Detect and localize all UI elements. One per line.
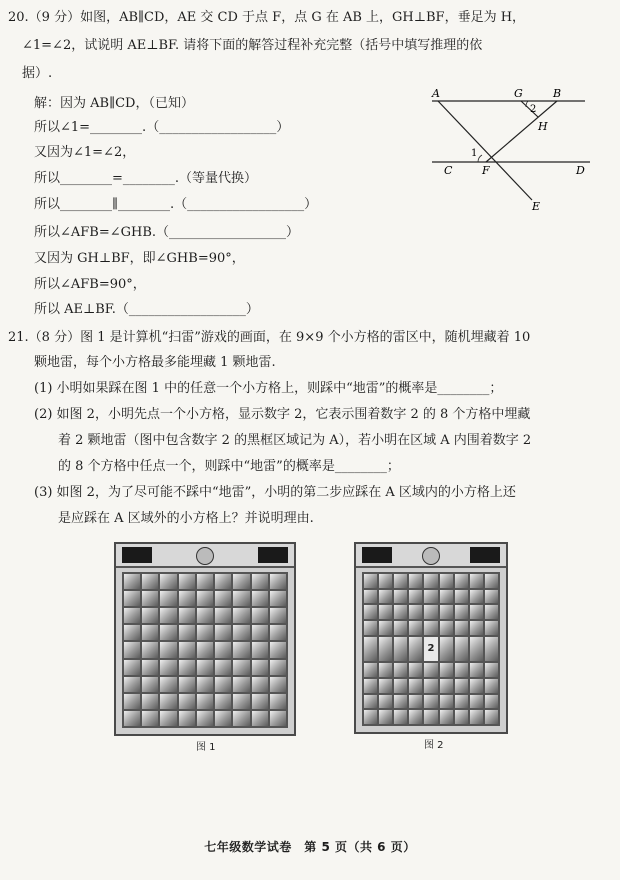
grid-cell: [124, 642, 140, 657]
grid-cell: [160, 711, 176, 726]
grid-cell: [160, 608, 176, 623]
grid-cell: [409, 663, 422, 677]
grid-cell: [124, 574, 140, 589]
label-g: G: [514, 87, 523, 100]
grid-cell: [270, 574, 286, 589]
grid-cell: [179, 694, 195, 709]
grid-cell: [379, 663, 392, 677]
grid-cell: [197, 642, 213, 657]
grid-cell: [394, 637, 407, 662]
q21-stem-line1: 21.（8 分）图 1 是计算机“扫雷”游戏的画面，在 9×9 个小方格的雷区中，随机埋藏着 10: [8, 330, 531, 345]
grid-cell: [364, 621, 377, 635]
q20-solution-line9: 所以 AE⊥BF.（__________________）: [34, 302, 259, 317]
grid-cell: [215, 591, 231, 606]
q20-solution-line8: 所以∠AFB=90°，: [34, 277, 146, 292]
grid-cell: [485, 590, 498, 604]
grid-cell: [394, 695, 407, 709]
grid-cell: [470, 679, 483, 693]
label-d: D: [576, 164, 585, 177]
board-header: [116, 544, 294, 568]
grid-cell: [233, 608, 249, 623]
grid-cell: [142, 711, 158, 726]
smiley-face-icon: [422, 547, 440, 565]
grid-cell: [215, 660, 231, 675]
grid-cell: [252, 591, 268, 606]
grid-cell: [394, 574, 407, 588]
grid-cell: [455, 605, 468, 619]
grid-cell: [424, 621, 437, 635]
label-1: 1: [471, 148, 478, 159]
grid-cell: [364, 695, 377, 709]
grid-cell: [455, 574, 468, 588]
grid-cell: [394, 679, 407, 693]
grid-cell: [160, 677, 176, 692]
mine-counter: [122, 547, 152, 563]
grid-cell: [142, 608, 158, 623]
grid-cell: [424, 605, 437, 619]
minefield-grid-2: [362, 572, 500, 726]
grid-cell: [197, 694, 213, 709]
grid-cell: [364, 679, 377, 693]
grid-cell: [485, 574, 498, 588]
grid-cell: [485, 679, 498, 693]
grid-cell: [364, 605, 377, 619]
mine-counter: [362, 547, 392, 563]
label-c: C: [444, 164, 453, 177]
grid-cell: [215, 625, 231, 640]
grid-cell: [142, 642, 158, 657]
grid-cell: [364, 710, 377, 724]
grid-cell: [215, 574, 231, 589]
grid-cell: [379, 605, 392, 619]
grid-cell: [124, 591, 140, 606]
grid-cell: [160, 574, 176, 589]
minesweeper-figure-2: [354, 542, 508, 734]
grid-cell: [379, 679, 392, 693]
grid-cell: [440, 590, 453, 604]
grid-cell: [233, 574, 249, 589]
grid-cell: [440, 663, 453, 677]
timer-counter: [470, 547, 500, 563]
grid-cell: [379, 590, 392, 604]
grid-cell: [470, 710, 483, 724]
line-ae: [438, 101, 532, 200]
grid-cell: [485, 710, 498, 724]
grid-cell: [379, 695, 392, 709]
grid-cell: [485, 621, 498, 635]
grid-cell: [409, 679, 422, 693]
grid-cell: [409, 637, 422, 662]
timer-counter: [258, 547, 288, 563]
board-header: [356, 544, 506, 568]
grid-cell: [440, 621, 453, 635]
grid-cell: [179, 642, 195, 657]
grid-cell: [409, 590, 422, 604]
grid-cell: [179, 711, 195, 726]
grid-cell: [124, 711, 140, 726]
grid-cell: [252, 625, 268, 640]
grid-cell: [160, 660, 176, 675]
grid-cell: [424, 695, 437, 709]
q21-stem-line2: 颗地雷，每个小方格最多能埋藏 1 颗地雷.: [34, 355, 276, 370]
grid-cell: [233, 677, 249, 692]
grid-cell: [394, 590, 407, 604]
grid-cell: [409, 710, 422, 724]
q20-solution-line2: 所以∠1=________.（__________________）: [34, 120, 290, 135]
grid-cell: [455, 695, 468, 709]
q21-part3-line2: 是应踩在 A 区域外的小方格上？并说明理由.: [58, 511, 314, 526]
grid-cell: [124, 694, 140, 709]
grid-cell: [252, 660, 268, 675]
grid-cell: [409, 605, 422, 619]
grid-cell: [252, 711, 268, 726]
grid-cell: [160, 694, 176, 709]
grid-cell: [424, 679, 437, 693]
grid-cell: [124, 608, 140, 623]
grid-cell: [215, 608, 231, 623]
grid-cell: [233, 591, 249, 606]
grid-cell: [270, 642, 286, 657]
label-b: B: [553, 87, 562, 100]
grid-cell: [270, 608, 286, 623]
grid-cell: [409, 621, 422, 635]
q20-solution-line4: 所以________=________.（等量代换）: [34, 171, 258, 186]
grid-cell: [197, 574, 213, 589]
grid-cell: [409, 695, 422, 709]
grid-cell: [270, 660, 286, 675]
label-e: E: [532, 200, 541, 213]
grid-cell: [440, 679, 453, 693]
grid-cell: [270, 677, 286, 692]
grid-cell: [440, 710, 453, 724]
grid-cell: [252, 608, 268, 623]
grid-cell: [379, 637, 392, 662]
label-h: H: [538, 120, 548, 133]
grid-cell: [440, 605, 453, 619]
grid-cell: [179, 625, 195, 640]
grid-cell: [379, 621, 392, 635]
minefield-grid-1: [122, 572, 288, 728]
grid-cell: [470, 663, 483, 677]
label-a: A: [432, 87, 440, 100]
grid-cell: [197, 625, 213, 640]
grid-cell: [270, 625, 286, 640]
label-f: F: [482, 164, 490, 177]
grid-cell: [470, 621, 483, 635]
grid-cell: [424, 710, 437, 724]
grid-cell: [215, 711, 231, 726]
q20-solution-line3: 又因为∠1=∠2，: [34, 145, 136, 160]
grid-cell: [252, 574, 268, 589]
grid-cell: [179, 677, 195, 692]
grid-cell: [424, 590, 437, 604]
grid-cell: [485, 605, 498, 619]
grid-cell: [142, 694, 158, 709]
grid-cell: [233, 711, 249, 726]
grid-cell: [470, 590, 483, 604]
figure-2-caption: 图 2: [424, 740, 444, 751]
grid-cell: [470, 574, 483, 588]
page-footer: 七年级数学试卷 第 5 页（共 6 页）: [204, 840, 416, 854]
grid-cell: [179, 574, 195, 589]
q20-stem-line2: ∠1=∠2，试说明 AE⊥BF. 请将下面的解答过程补充完整（括号中填写推理的依: [22, 38, 483, 53]
grid-cell: [197, 660, 213, 675]
q21-part3-line1: (3) 如图 2，为了尽可能不踩中“地雷”，小明的第二步应踩在 A 区域内的小方格上还: [34, 485, 516, 500]
grid-cell: [394, 663, 407, 677]
q21-part2-line3: 的 8 个方格中任点一个，则踩中“地雷”的概率是________；: [58, 459, 400, 474]
grid-cell: [179, 660, 195, 675]
grid-cell: [124, 660, 140, 675]
grid-cell: [424, 663, 437, 677]
grid-cell: [455, 621, 468, 635]
grid-cell: [270, 694, 286, 709]
q21-part1: (1) 小明如果踩在图 1 中的任意一个小方格上，则踩中“地雷”的概率是________；: [34, 381, 503, 396]
grid-cell: [364, 574, 377, 588]
smiley-face-icon: [196, 547, 214, 565]
grid-cell: [197, 591, 213, 606]
grid-cell: [424, 574, 437, 588]
grid-cell: [455, 710, 468, 724]
q20-solution-line1: 解：因为 AB∥CD，（已知）: [34, 96, 194, 111]
q20-stem-line1: 20.（9 分）如图，AB∥CD，AE 交 CD 于点 F，点 G 在 AB 上，GH⊥BF，垂足为 H，: [8, 10, 526, 25]
grid-cell: [179, 591, 195, 606]
revealed-number-cell: 2: [424, 637, 437, 662]
grid-cell: [470, 637, 483, 662]
minesweeper-figure-1: [114, 542, 296, 736]
grid-cell: [160, 625, 176, 640]
grid-cell: [394, 710, 407, 724]
grid-cell: [179, 608, 195, 623]
grid-cell: [470, 605, 483, 619]
grid-cell: [455, 663, 468, 677]
grid-cell: [470, 695, 483, 709]
q20-solution-line7: 又因为 GH⊥BF，即∠GHB=90°，: [34, 251, 245, 266]
grid-cell: [142, 660, 158, 675]
q20-solution-line5: 所以________∥________.（__________________）: [34, 197, 318, 212]
grid-cell: [455, 679, 468, 693]
grid-cell: [455, 590, 468, 604]
grid-cell: [485, 695, 498, 709]
grid-cell: [142, 574, 158, 589]
grid-cell: [252, 642, 268, 657]
grid-cell: [215, 677, 231, 692]
grid-cell: [197, 677, 213, 692]
grid-cell: [233, 660, 249, 675]
grid-cell: [160, 591, 176, 606]
q20-solution-line6: 所以∠AFB=∠GHB.（__________________）: [34, 225, 300, 240]
grid-cell: [233, 694, 249, 709]
grid-cell: [233, 642, 249, 657]
grid-cell: [394, 621, 407, 635]
grid-cell: [409, 574, 422, 588]
grid-cell: [440, 695, 453, 709]
grid-cell: [379, 574, 392, 588]
grid-cell: [142, 591, 158, 606]
grid-cell: [197, 608, 213, 623]
grid-cell: [485, 637, 498, 662]
grid-cell: [142, 625, 158, 640]
grid-cell: [142, 677, 158, 692]
grid-cell: [270, 711, 286, 726]
grid-cell: [394, 605, 407, 619]
grid-cell: [364, 663, 377, 677]
grid-cell: [215, 642, 231, 657]
grid-cell: [252, 694, 268, 709]
grid-cell: [124, 677, 140, 692]
q20-stem-line3: 据）.: [22, 66, 53, 81]
figure-1-caption: 图 1: [196, 742, 216, 753]
grid-cell: [379, 710, 392, 724]
grid-cell: [270, 591, 286, 606]
q21-part2-line1: (2) 如图 2，小明先点一个小方格，显示数字 2，它表示围着数字 2 的 8 个方格中埋藏: [34, 407, 531, 422]
grid-cell: [440, 637, 453, 662]
geometry-figure: [420, 82, 600, 222]
q21-part2-line2: 着 2 颗地雷（图中包含数字 2 的黑框区域记为 A），若小明在区域 A 内围着数字 2: [58, 433, 532, 448]
grid-cell: [364, 637, 377, 662]
angle-1-arc: [478, 155, 482, 162]
grid-cell: [455, 637, 468, 662]
label-2: 2: [530, 104, 537, 115]
grid-cell: [485, 663, 498, 677]
grid-cell: [233, 625, 249, 640]
grid-cell: [440, 574, 453, 588]
grid-cell: [197, 711, 213, 726]
grid-cell: [364, 590, 377, 604]
grid-cell: [252, 677, 268, 692]
grid-cell: [160, 642, 176, 657]
grid-cell: [124, 625, 140, 640]
grid-cell: [215, 694, 231, 709]
